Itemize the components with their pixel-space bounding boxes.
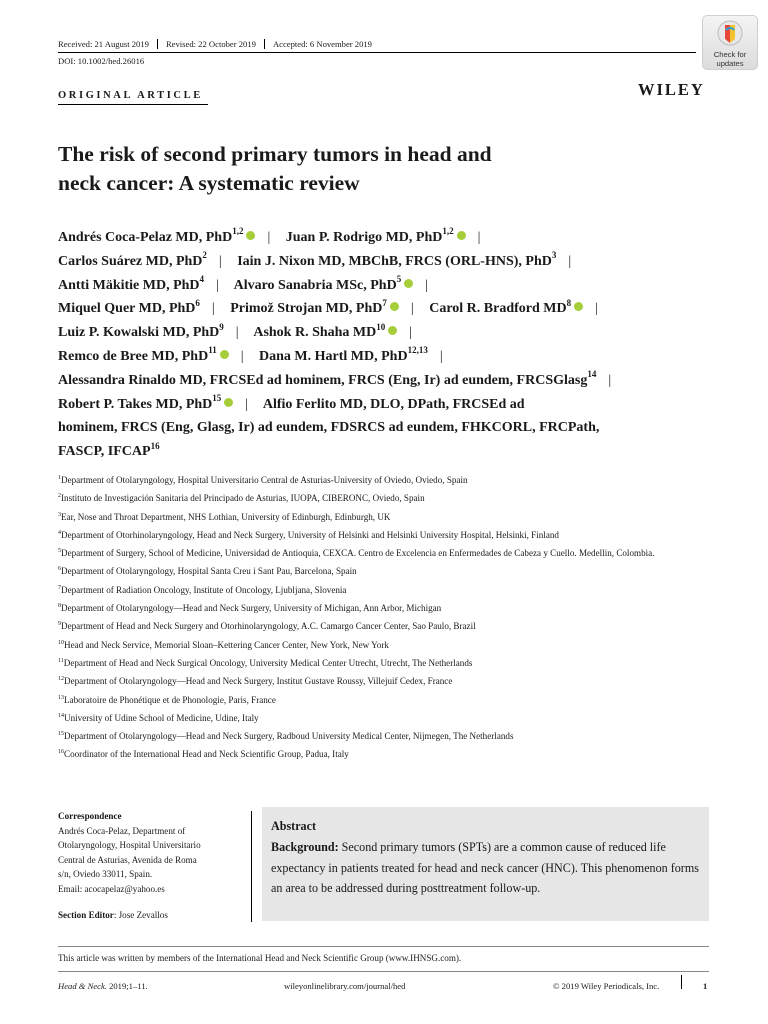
section-rule bbox=[58, 104, 208, 105]
check-for-updates-badge[interactable] bbox=[702, 15, 758, 70]
footer-divider bbox=[681, 975, 682, 989]
article-dates bbox=[58, 39, 380, 49]
received-date: Received: 21 August 2019 bbox=[58, 39, 149, 49]
author-name-cont[interactable]: hominem, FRCS (Eng, Glasg, Ir) ad eundem, FDSRCS ad eundem, FHKCORL, FRCPath, bbox=[58, 420, 600, 436]
orcid-icon[interactable] bbox=[246, 231, 255, 240]
title-line-1: The risk of second primary tumors in head and bbox=[58, 142, 492, 166]
author-name[interactable]: Alfio Ferlito MD, DLO, DPath, FRCSEd ad bbox=[262, 396, 525, 412]
author-name-cont[interactable]: FASCP, IFCAP bbox=[58, 444, 151, 460]
author-name[interactable]: Primož Strojan MD, PhD bbox=[230, 301, 383, 317]
check-updates-line1: Check for bbox=[713, 50, 747, 59]
footer-url[interactable]: wileyonlinelibrary.com/journal/hed bbox=[284, 981, 406, 991]
affiliation: $^{10}$Head and Neck Service, Memorial Sloan–Kettering Cancer Center, New York, New York bbox=[58, 639, 389, 650]
correspondence-line: Central de Asturias, Avenida de Roma bbox=[58, 854, 197, 865]
note-rule-top bbox=[58, 946, 709, 947]
correspondence-line: Andrés Coca-Pelaz, Department of bbox=[58, 825, 186, 836]
affiliation: $^1$Department of Otolaryngology, Hospital Universitario Central de Asturias-University of Oviedo, Oviedo, Spain bbox=[58, 474, 468, 485]
affiliation: $^2$Instituto de Investigación Sanitaria del Principado de Asturias, IUOPA, CIBERONC, Oviedo, Spain bbox=[58, 493, 425, 504]
page-number: 1 bbox=[703, 981, 708, 991]
correspondence bbox=[58, 809, 248, 896]
affiliation: $^5$Department of Surgery, School of Medicine, Universidad de Antioquia, CEXCA. Centro de Excelencia en Enfermedades de Cabeza y Cuello. Medellin, Colombia. bbox=[58, 548, 655, 559]
author-name[interactable]: Alvaro Sanabria MSc, PhD bbox=[233, 277, 397, 293]
footer-copyright: © 2019 Wiley Periodicals, Inc. bbox=[553, 981, 660, 991]
correspondence-heading: Correspondence bbox=[58, 811, 122, 821]
correspondence-email[interactable]: Email: acocapelaz@yahoo.es bbox=[58, 883, 165, 894]
author-name[interactable]: Remco de Bree MD, PhD bbox=[58, 348, 209, 364]
affiliation: $^4$Department of Otorhinolaryngology, Head and Neck Surgery, University of Helsinki and Helsinki University Hospital, Helsinki, Finland bbox=[58, 529, 559, 540]
title-line-2: neck cancer: A systematic review bbox=[58, 171, 360, 195]
affiliations bbox=[58, 474, 708, 767]
revised-date: Revised: 22 October 2019 bbox=[157, 39, 264, 49]
author-name[interactable]: Carlos Suárez MD, PhD bbox=[58, 253, 203, 269]
author-list: Andrés Coca-Pelaz MD, PhD$^{1,2}$ | Juan P. Rodrigo MD, PhD$^{1,2}$ | Carlos Suárez MD, PhD$^2$ | Iain J. Nixon MD, MBChB, FRCS (ORL-HNS), PhD$^3$ | Antti Mäkitie MD, PhD$^4$ | Alvaro Sanabria MSc, PhD$^5$ | Miquel Quer MD, PhD$^6$ | Primož Strojan MD, PhD$^7$ | Carol R. Bradford $MD^8$ | Luiz P. Kowalski MD, PhD$^9$ | Ashok R. Shaha MD$^{10}$ | Remco de Bree MD, PhD$^{11}$ | Dana M. Hartl MD, PhD$^{12,13}$ | Alessandra Rinaldo MD, FRCSEd ad hominem, FRCS (Eng, Ir) ad eundem, FRCSGlasg$^{14}$ | Robert P. Takes MD, PhD$^{15}$ | Alfio Ferlito MD, DLO, DPath, FRCSEd ad hominem, FRCS (Eng, Glasg, Ir) ad eundem, FDSRCS ad eundem, FHKCORL, FRCPath, FASCP, IFCAP$^{16}$ bbox=[58, 226, 612, 460]
orcid-icon[interactable] bbox=[390, 302, 399, 311]
affiliation: $^8$Department of Otolaryngology—Head and Neck Surgery, University of Michigan, Ann Arbor, Michigan bbox=[58, 603, 442, 614]
section-editor: Section Editor: Jose Zevallos bbox=[58, 910, 168, 920]
publisher-logo: WILEY bbox=[638, 80, 705, 99]
affiliation: $^6$Department of Otolaryngology, Hospital Santa Creu i Sant Pau, Barcelona, Spain bbox=[58, 566, 357, 577]
section-label: ORIGINAL ARTICLE bbox=[58, 90, 203, 101]
correspondence-line: Otolaryngology, Hospital Universitario bbox=[58, 840, 201, 850]
author-name[interactable]: Dana M. Hartl MD, PhD bbox=[259, 348, 408, 364]
affiliation: $^{14}$University of Udine School of Medicine, Udine, Italy bbox=[58, 712, 259, 723]
doi[interactable]: DOI: 10.1002/hed.26016 bbox=[58, 56, 145, 66]
correspondence-line: s/n, Oviedo 33011, Spain. bbox=[58, 869, 153, 879]
affiliation: $^{15}$Department of Otolaryngology—Head and Neck Surgery, Radboud University Medical Center, Nijmegen, The Netherlands bbox=[58, 731, 514, 742]
author-name[interactable]: Juan P. Rodrigo MD, PhD bbox=[285, 230, 443, 245]
author-name[interactable]: Andrés Coca-Pelaz MD, PhD bbox=[58, 230, 233, 245]
affiliation: $^{13}$Laboratoire de Phonétique et de Phonologie, Paris, France bbox=[58, 694, 276, 705]
authorship-note: This article was written by members of the International Head and Neck Scientific Group (www.IHNSG.com). bbox=[58, 953, 462, 963]
orcid-icon[interactable] bbox=[220, 350, 229, 359]
abstract-background: Background: Second primary tumors (SPTs) are a common cause of reduced life expectancy in patients treated for head and neck cancer (HNC). This phenomenon forms an area to be addressed during posttreatment follow-up. bbox=[271, 839, 699, 896]
orcid-icon[interactable] bbox=[574, 302, 583, 311]
orcid-icon[interactable] bbox=[388, 326, 397, 335]
header-rule bbox=[58, 52, 696, 53]
orcid-icon[interactable] bbox=[457, 231, 466, 240]
bookmark-icon bbox=[717, 20, 743, 50]
author-name[interactable]: Antti Mäkitie MD, PhD bbox=[58, 277, 200, 293]
affiliation: $^{12}$Department of Otolaryngology—Head and Neck Surgery, Institut Gustave Roussy, Villejuif Cedex, France bbox=[58, 676, 453, 687]
author-name[interactable]: Iain J. Nixon MD, MBChB, FRCS (ORL-HNS), PhD bbox=[237, 253, 552, 269]
check-updates-line2: updates bbox=[716, 58, 744, 68]
affiliation: $^3$Ear, Nose and Throat Department, NHS Lothian, University of Edinburgh, Edinburgh, UK bbox=[58, 511, 391, 522]
author-name[interactable]: Miquel Quer MD, PhD bbox=[58, 301, 196, 317]
footer-journal: Head & Neck. 2019;1–11. bbox=[58, 981, 148, 991]
accepted-date: Accepted: 6 November 2019 bbox=[264, 39, 380, 49]
author-name[interactable]: Luiz P. Kowalski MD, PhD bbox=[58, 325, 220, 341]
article-title bbox=[58, 140, 658, 198]
orcid-icon[interactable] bbox=[404, 279, 413, 288]
affiliation: $^{16}$Coordinator of the International Head and Neck Scientific Group, Padua, Italy bbox=[58, 749, 349, 760]
abstract-heading: Abstract bbox=[271, 819, 317, 833]
affiliation: $^9$Department of Head and Neck Surgery and Otorhinolaryngology, A.C. Camargo Cancer Center, Sao Paulo, Brazil bbox=[58, 621, 476, 632]
column-divider bbox=[251, 811, 252, 922]
author-name[interactable]: Robert P. Takes MD, PhD bbox=[58, 396, 213, 412]
author-name[interactable]: Carol R. Bradford MD bbox=[429, 301, 567, 317]
affiliation: $^7$Department of Radiation Oncology, Institute of Oncology, Ljubljana, Slovenia bbox=[58, 584, 347, 595]
orcid-icon[interactable] bbox=[224, 398, 233, 407]
author-name[interactable]: Alessandra Rinaldo MD, FRCSEd ad hominem, FRCS (Eng, Ir) ad eundem, FRCSGlasg bbox=[58, 372, 588, 388]
affiliation: $^{11}$Department of Head and Neck Surgical Oncology, University Medical Center Utrecht, Utrecht, The Netherlands bbox=[58, 657, 473, 668]
note-rule-bottom bbox=[58, 971, 709, 972]
abstract-box bbox=[262, 807, 709, 921]
author-name[interactable]: Ashok R. Shaha MD bbox=[253, 325, 377, 341]
